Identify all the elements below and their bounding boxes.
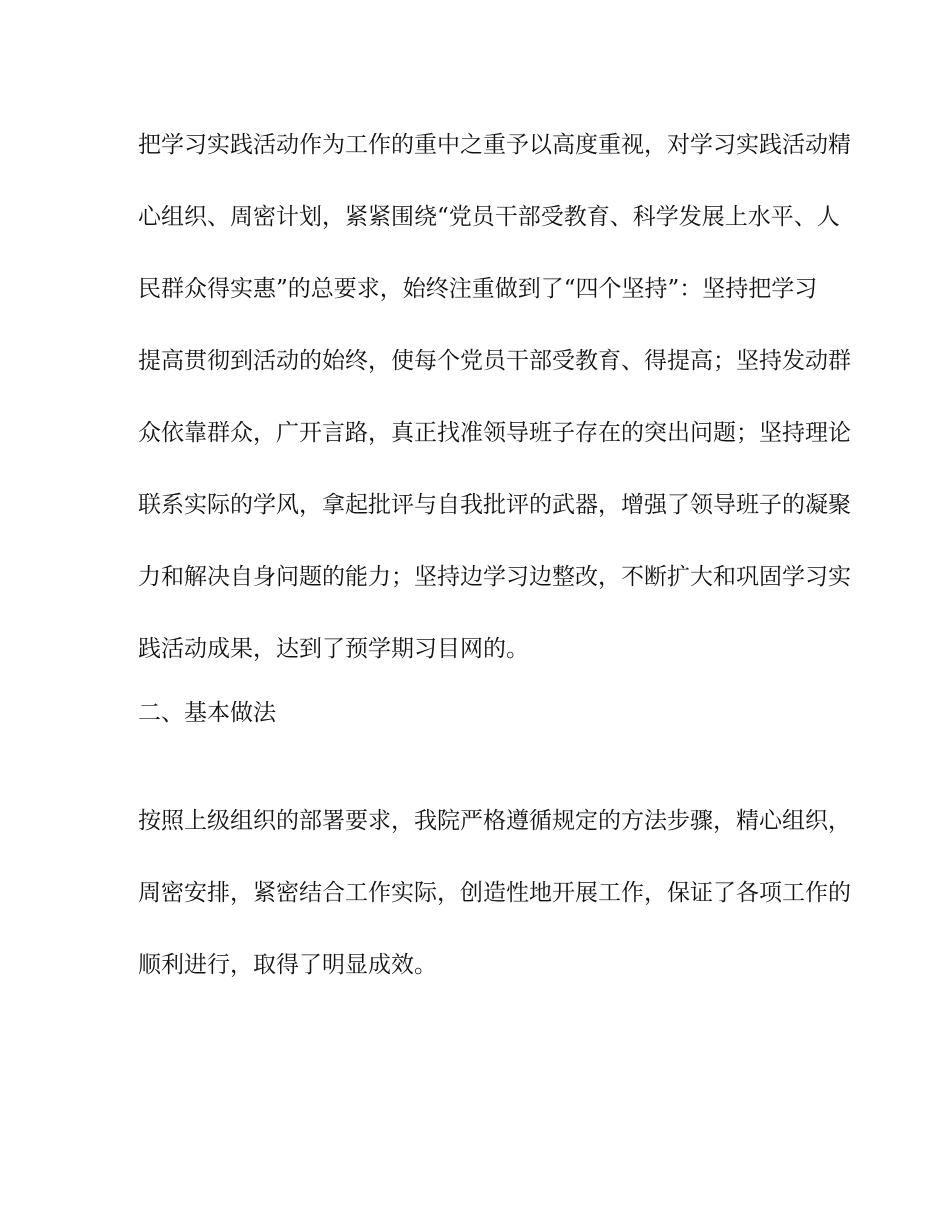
paragraph-1-line-8: 践活动成果，达到了预学期习目网的。 [138, 636, 529, 662]
paragraph-2-line-1: 按照上级组织的部署要求，我院严格遵循规定的方法步骤，精心组织， [138, 808, 851, 834]
section-heading: 二、基本做法 [138, 700, 276, 726]
paragraph-1-line-1: 把学习实践活动作为工作的重中之重予以高度重视，对学习实践活动精 [138, 132, 851, 158]
paragraph-1-line-3: 民群众得实惠”的总要求，始终注重做到了“四个坚持”：坚持把学习 [138, 276, 818, 302]
paragraph-1-line-2: 心组织、周密计划，紧紧围绕“党员干部受教育、科学发展上水平、人 [138, 204, 840, 230]
paragraph-1-line-7: 力和解决自身问题的能力；坚持边学习边整改，不断扩大和巩固学习实 [138, 564, 851, 590]
paragraph-2-line-3: 顺利进行，取得了明显成效。 [138, 952, 437, 978]
paragraph-2-line-2: 周密安排，紧密结合工作实际，创造性地开展工作，保证了各项工作的 [138, 880, 851, 906]
paragraph-1-line-6: 联系实际的学风，拿起批评与自我批评的武器，增强了领导班子的凝聚 [138, 492, 851, 518]
paragraph-1-line-5: 众依靠群众，广开言路，真正找准领导班子存在的突出问题；坚持理论 [138, 420, 851, 446]
paragraph-1-line-4: 提高贯彻到活动的始终，使每个党员干部受教育、得提高；坚持发动群 [138, 348, 851, 374]
